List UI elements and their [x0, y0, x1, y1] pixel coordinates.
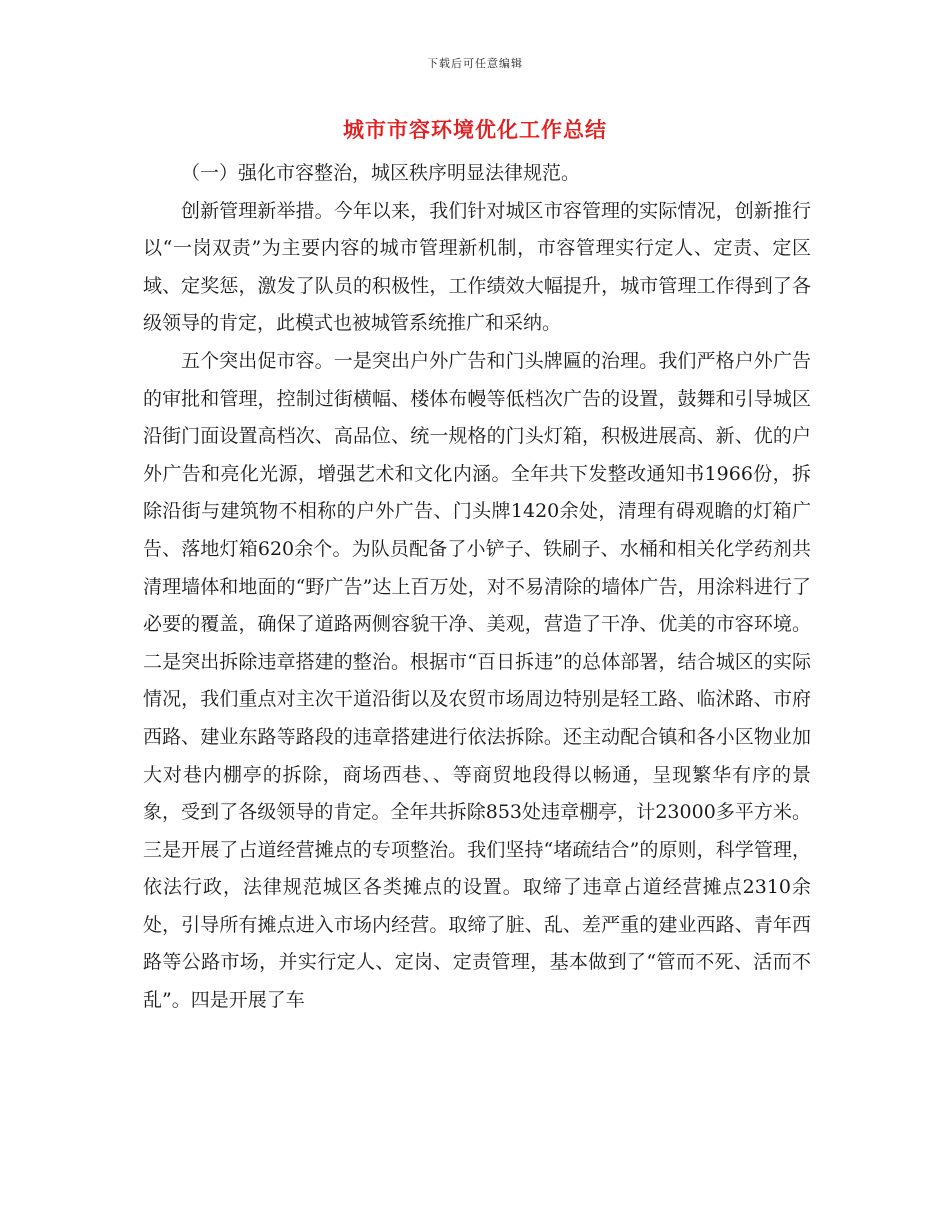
body-paragraph: 创新管理新举措。今年以来，我们针对城区市容管理的实际情况，创新推行以“一岗双责”为主要内容的城市管理新机制，市容管理实行定人、定责、定区域、定奖惩，激发了队员的积极性，工作绩效大幅提升，城市管理工作得到了各级领导的肯定，此模式也被城管系统推广和采纳。 — [143, 199, 811, 335]
header-note: 下载后可任意编辑 — [427, 57, 523, 70]
document-title: 城市市容环境优化工作总结 — [343, 117, 607, 142]
document-body — [143, 155, 811, 1020]
section-heading: （一）强化市容整治，城区秩序明显法律规范。 — [181, 162, 581, 184]
body-paragraph: 五个突出促市容。一是突出户外广告和门头牌匾的治理。我们严格户外广告的审批和管理，控制过街横幅、楼体布幔等低档次广告的设置，鼓舞和引导城区沿街门面设置高档次、高品位、统一规格的门头灯箱，积极进展高、新、优的户外广告和亮化光源，增强艺术和文化内涵。全年共下发整改通知书1966份，拆除沿街与建筑物不相称的户外广告、门头牌1420余处，清理有碍观瞻的灯箱广告、落地灯箱620余个。为队员配备了小铲子、铁刷子、水桶和相关化学药剂共清理墙体和地面的“野广告”达上百万处，对不易清除的墙体广告，用涂料进行了必要的覆盖，确保了道路两侧容貌干净、美观，营造了干净、优美的市容环境。二是突出拆除违章搭建的整治。根据市“百日拆违”的总体部署，结合城区的实际情况，我们重点对主次干道沿街以及农贸市场周边特别是轻工路、临沭路、市府西路、建业东路等路段的违章搭建进行依法拆除。还主动配合镇和各小区物业加大对巷内棚亭的拆除，商场西巷、、等商贸地段得以畅通，呈现繁华有序的景象，受到了各级领导的肯定。全年共拆除853处违章棚亭，计23000多平方米。三是开展了占道经营摊点的专项整治。我们坚持“堵疏结合”的原则，科学管理，依法行政，法律规范城区各类摊点的设置。取缔了违章占道经营摊点2310余处，引导所有摊点进入市场内经营。取缔了脏、乱、差严重的建业西路、青年西路等公路市场，并实行定人、定岗、定责管理，基本做到了“管而不死、活而不乱”。四是开展了车 — [143, 349, 811, 1012]
